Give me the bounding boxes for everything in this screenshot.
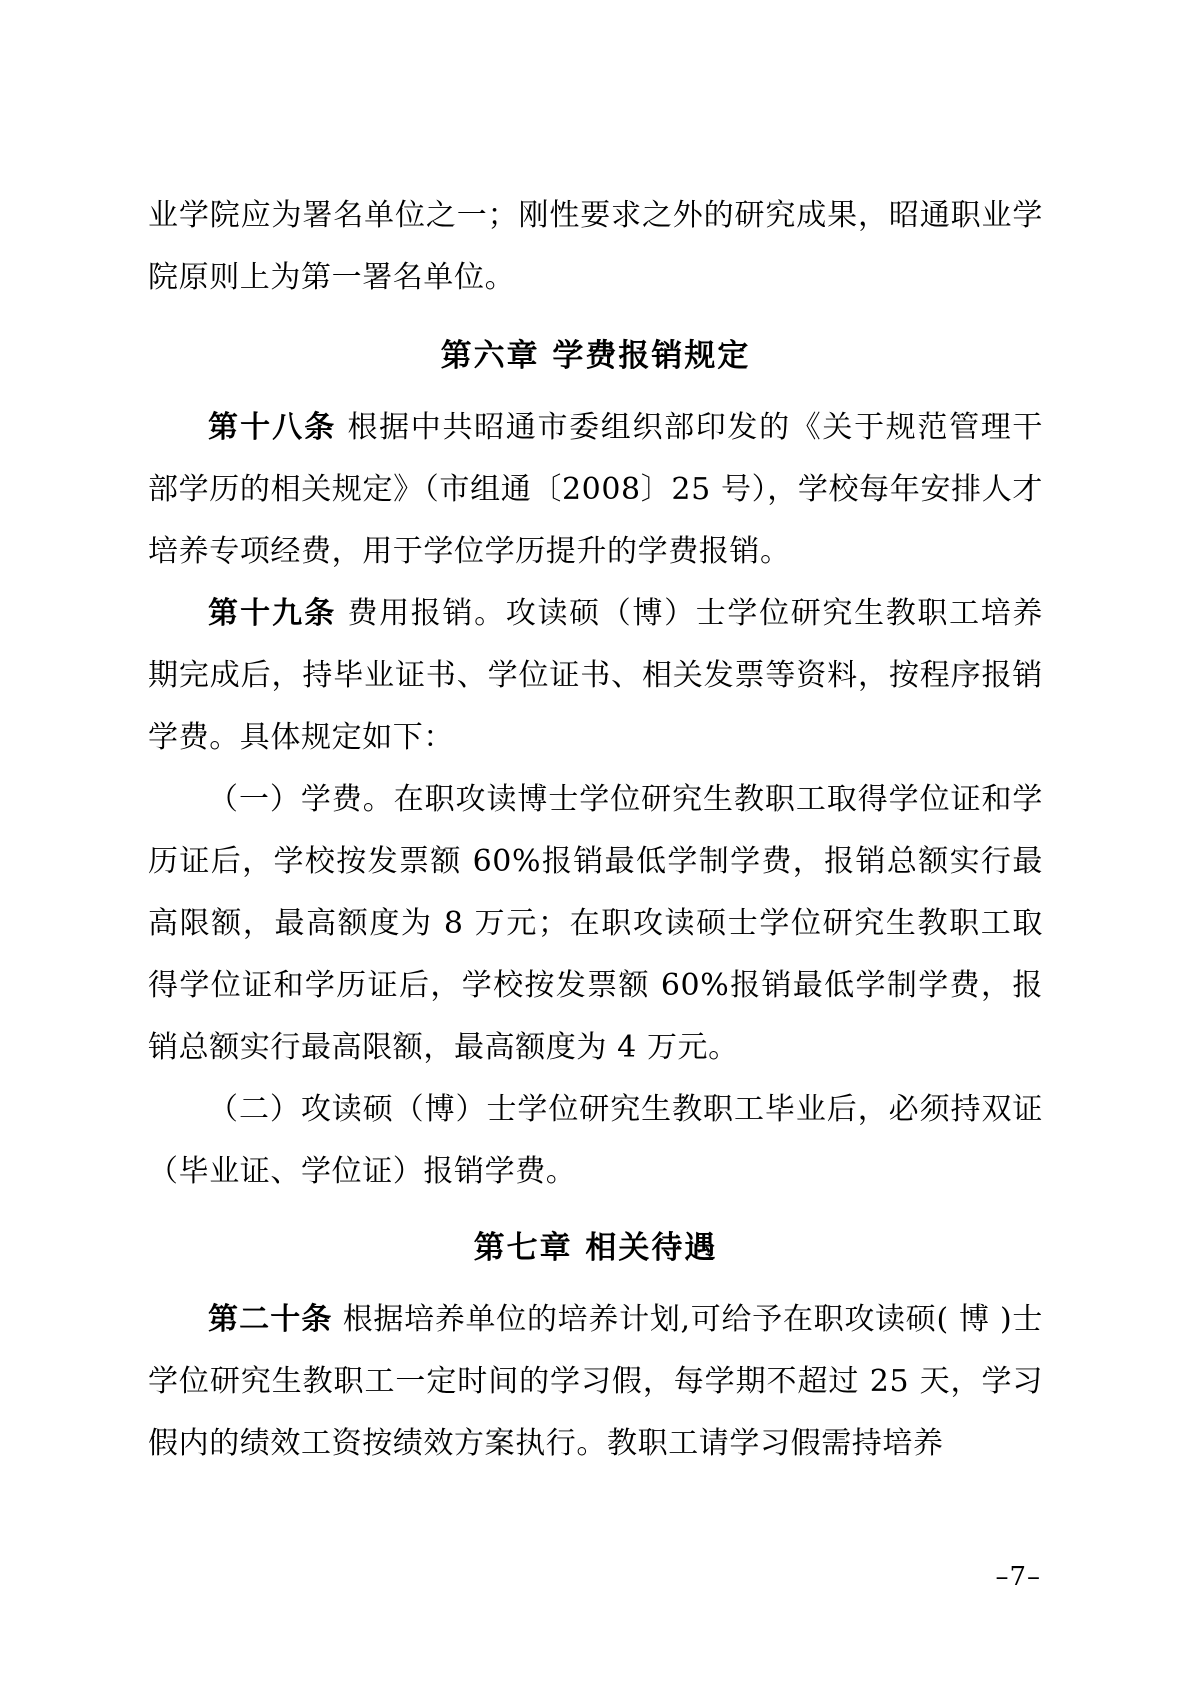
page-number: –7– <box>995 1562 1041 1592</box>
article-number-eighteen: 第十八条 <box>208 410 337 445</box>
article-number-nineteen: 第十九条 <box>208 596 337 631</box>
paragraph-continuation: 业学院应为署名单位之一；刚性要求之外的研究成果，昭通职业学院原则上为第一署名单位。 <box>148 198 1043 295</box>
chapter-heading-seven: 第七章 相关待遇 <box>473 1230 718 1266</box>
article-eighteen-text: 根据中共昭通市委组织部印发的《关于规范管理干部学历的相关规定》（市组通〔2008〕25 号），学校每年安排人才培养专项经费，用于学位学历提升的学费报销。 <box>148 410 1044 569</box>
clause-two: （二）攻读硕（博）士学位研究生教职工毕业后，必须持双证（毕业证、学位证）报销学费。 <box>148 1092 1043 1189</box>
clause-one: （一）学费。在职攻读博士学位研究生教职工取得学位证和学历证后，学校按发票额 60%报销最低学制学费，报销总额实行最高限额，最高额度为 8 万元；在职攻读硕士学位研究生教职工取得学位证和学历证后，学校按发票额 60%报销最低学制学费，报销总额实行最高限额，最高额度为 4 万元。 <box>148 782 1043 1065</box>
article-twenty <box>148 1289 1043 1475</box>
article-number-twenty: 第二十条 <box>208 1302 333 1337</box>
article-nineteen <box>148 583 1043 769</box>
article-eighteen <box>148 397 1043 583</box>
chapter-heading-six: 第六章 学费报销规定 <box>440 338 751 374</box>
article-twenty-text: 根据培养单位的培养计划,可给予在职攻读硕( 博 )士学位研究生教职工一定时间的学习假，每学期不超过 25 天，学习假内的绩效工资按绩效方案执行。教职工请学习假需持培养 <box>148 1302 1043 1461</box>
article-nineteen-text: 费用报销。攻读硕（博）士学位研究生教职工培养期完成后，持毕业证书、学位证书、相关发票等资料，按程序报销学费。具体规定如下： <box>148 596 1044 755</box>
